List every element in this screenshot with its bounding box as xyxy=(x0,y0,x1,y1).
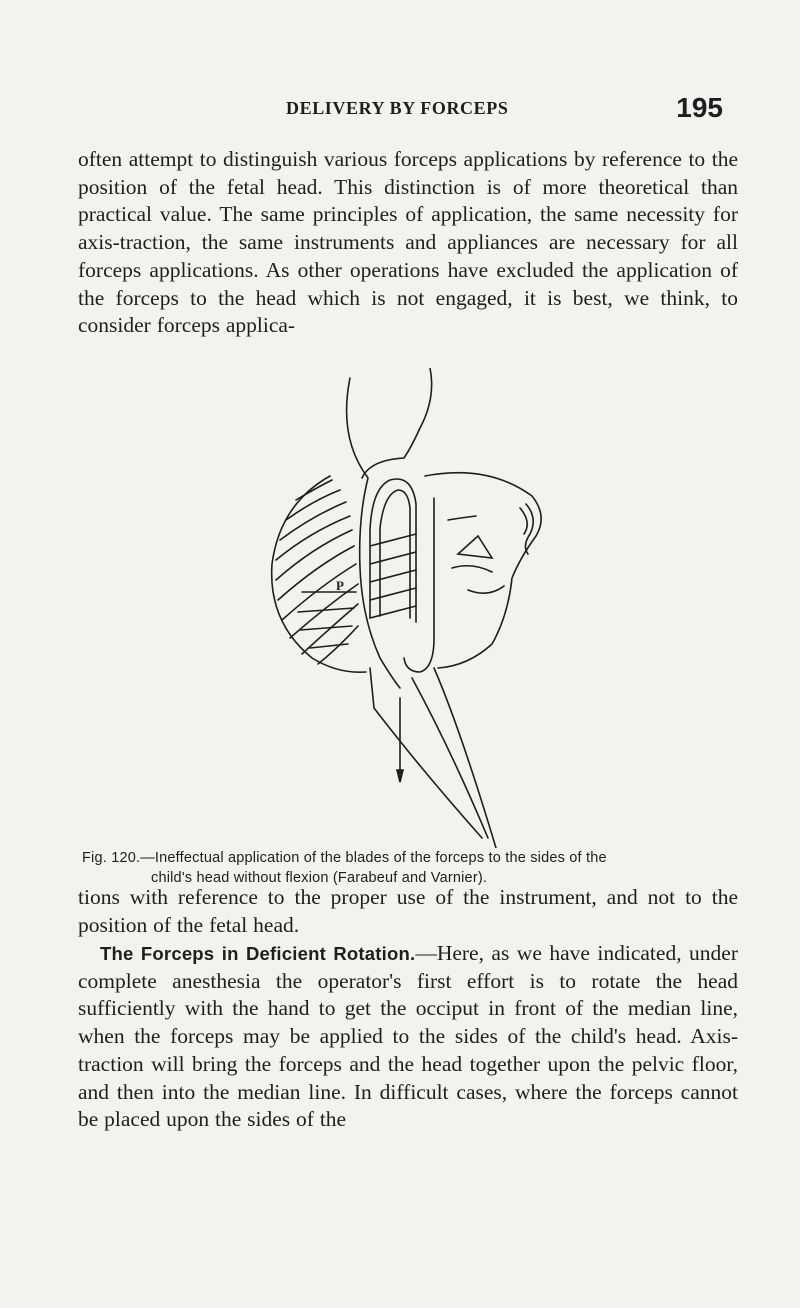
section-heading: The Forceps in Deficient Rotation. xyxy=(100,943,416,964)
caption-line-1: Fig. 120.—Ineffectual application of the blades of the forceps to the sides of the xyxy=(82,850,607,866)
caption-line-2: child's head without flexion (Farabeuf and Varnier). xyxy=(151,870,488,886)
skull-contour-left xyxy=(272,476,366,672)
paragraph-3-text: —Here, as we have indicated, under complete anesthesia the operator's first effort is to rotate the head sufficiently with the hand to get the occiput in front of the median line, when the forceps may be applied to the sides of the child's head. Axis-traction will bring the forceps and the head together upon the pelvic floor, and then into the median line. In difficult cases, where the forceps cannot be placed upon the sides of the xyxy=(78,941,738,1132)
inner-line xyxy=(448,516,476,520)
forceps-blade-right-outer xyxy=(362,368,432,478)
paragraph-2: tions with reference to the proper use of the instrument, and not to the position of the fetal head. xyxy=(78,885,738,937)
mouth-line xyxy=(468,586,504,593)
paragraph-3 xyxy=(78,940,738,1134)
point-label-p: P xyxy=(336,578,344,593)
hatching-horizontal xyxy=(298,592,356,648)
forceps-blade-left-outer xyxy=(347,378,400,688)
forceps-blade-right-mid xyxy=(404,498,434,672)
hatching-inner xyxy=(370,534,416,618)
page-number: 195 xyxy=(676,92,723,123)
hatching-scalp xyxy=(276,480,358,664)
forceps-handle-shank xyxy=(412,678,488,838)
forceps-illustration xyxy=(220,368,580,848)
axis-arrowhead xyxy=(397,770,403,782)
facial-feature-2 xyxy=(452,566,492,572)
fetal-head-outline xyxy=(425,473,541,668)
forceps-diagram-svg xyxy=(220,368,580,848)
paragraph-1: often attempt to distinguish various forceps applications by reference to the position of the fetal head. This distinction is of more theoretical than practical value. The same principles of application, the same necessity for axis-traction, the same instruments and appliances are necessary for all forceps applications. As other operations have excluded the application of the forceps to the head which is not engaged, it is best, we think, to consider forceps applica- xyxy=(78,147,738,338)
running-head xyxy=(78,92,723,132)
facial-feature xyxy=(458,536,492,558)
forceps-handle-right xyxy=(434,668,496,848)
ear-detail-2 xyxy=(520,508,527,534)
figure-caption xyxy=(82,848,742,888)
running-title: DELIVERY BY FORCEPS xyxy=(286,98,509,118)
